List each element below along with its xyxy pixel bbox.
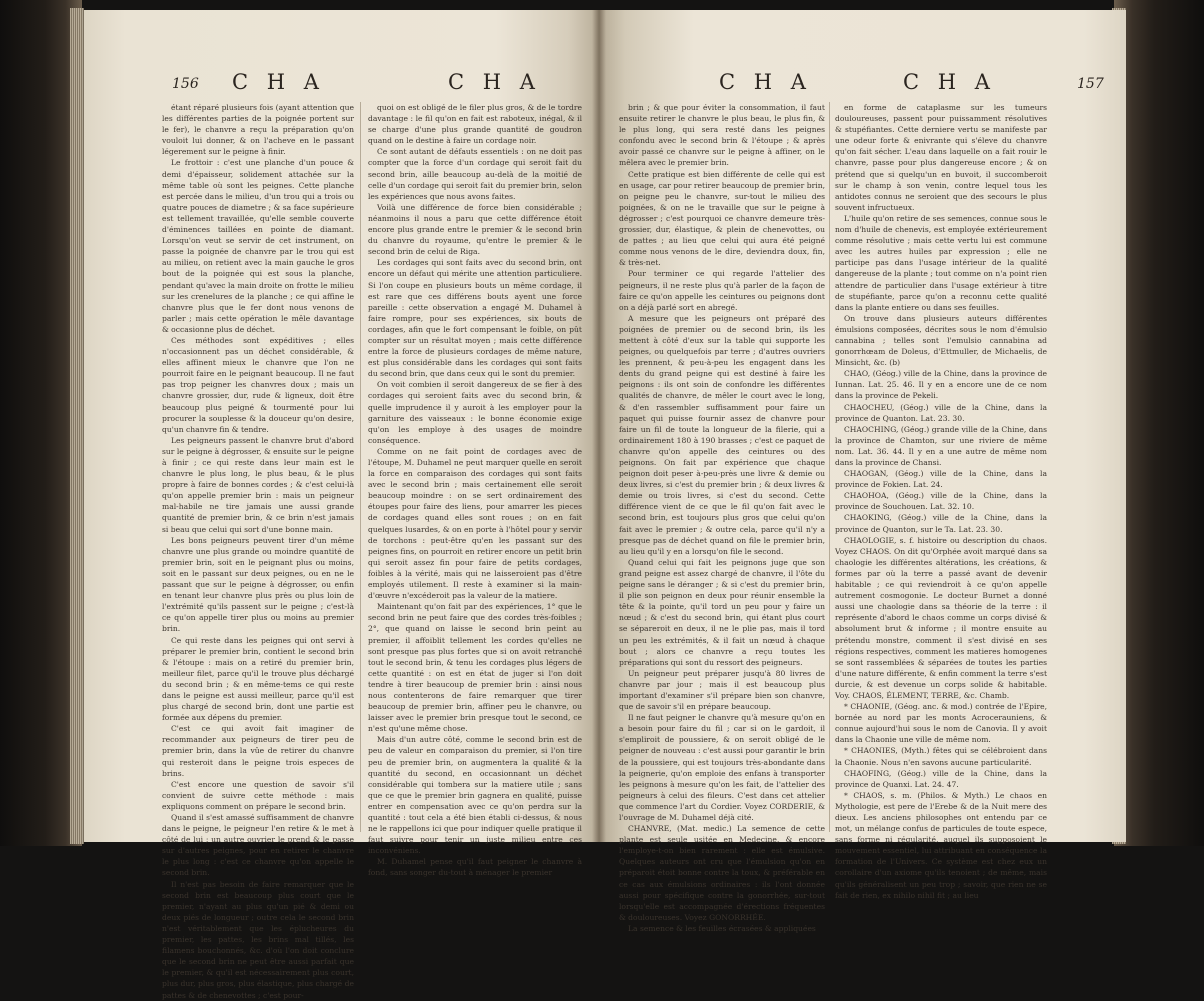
paragraph: CHAOHOA, (Géog.) ville de la Chine, dans la province de Souchouen. Lat. 32. 10. — [835, 491, 1047, 512]
paragraph: Ce sont autant de défauts essentiels : on ne doit pas compter que la force d'un cordage qui seroit fait du second brin, aille beaucoup au-delà de la moitié de celle d'un cordage qui seroit fait du premier brin, selon les expériences que nous avons faites. — [368, 147, 582, 201]
paragraph: * CHAONIES, (Myth.) fêtes qui se célébroient dans la Chaonie. Nous n'en savons aucune particularité. — [835, 746, 1047, 767]
paragraph: CHANVRE, (Mat. medic.) La semence de cette plante est seule usitée en Medecine, & encore l'employe-t-on bien rarement : elle est émulsive. Quelques auteurs ont cru que l'émulsion qu'on en préparoit étoit bonne contre la toux, & préférable en ce cas aux émulsions ordinaires : ils l'ont donnée aussi pour spécifique contre la gonorrhée, sur-tout lorsqu'elle est accompagnée d'érections fréquentes & douloureuses. Voyez GONORRHÉE. — [619, 824, 825, 922]
right-page-header-left: C H A — [719, 70, 812, 94]
paragraph: La semence & les feuilles écrasées & appliquées — [628, 923, 816, 933]
paragraph: CHAOLOGIE, s. f. histoire ou description du chaos. Voyez CHAOS. On dit qu'Orphée avoit marqué dans sa chaologie les différentes altérations, les créations, & formes par où la terre a passé avant de devenir habitable ; ce qui reviendroit à ce qu'on appelle autrement cosmogonie. Le docteur Burnet a donné aussi une chaologie dans sa théorie de la terre : il représente d'abord le chaos comme un corps divisé & absolument brut & informe ; il montre ensuite au prétendu monstre, comment il s'est divisé en ses régions respectives, comment les matieres homogenes se sont rassemblées & séparées de toutes les parties d'une nature différente, & enfin comment la terre s'est durcie, & est devenue un corps solide & habitable. Voy. CHAOS, ÉLEMENT, TERRE, &c. Chamb. — [835, 535, 1047, 700]
paragraph: M. Duhamel pense qu'il faut peigner le chanvre à fond, sans songer du-tout à ménager le premier — [368, 857, 582, 878]
left-page-column-2 — [368, 102, 582, 878]
page-edges-left — [70, 8, 84, 844]
paragraph: Comme on ne fait point de cordages avec de l'étoupe, M. Duhamel ne peut marquer quelle en seroit la force en comparaison des cordages qui sont faits avec le second brin ; mais certainement elle seroit beaucoup moindre : on se sert ordinairement des étoupes pour faire des liens, pour amarrer les pieces de cordages quand elles sont roues ; on en fait quelques lusardes, & on en porte à l'hôtel pour y servir de torchons : peut-être qu'en les passant sur des peignes fins, on pourroit en retirer encore un petit brin qui seroit assez fin pour faire de petits cordages, foibles à la vérité, mais qui ne laisseroient pas d'être employés utilement. Il reste à examiner si la main-d'œuvre n'excéderoit pas la valeur de la matiere. — [368, 446, 582, 601]
paragraph: C'est encore une question de savoir s'il convient de suivre cette méthode : mais expliquons comment on prépare le second brin. — [162, 779, 354, 811]
paragraph: CHAOCHING, (Géog.) grande ville de la Chine, dans la province de Chamton, sur une riviere de même nom. Lat. 36. 44. Il y en a une autre de même nom dans la province de Chansi. — [835, 424, 1047, 467]
paragraph: quoi on est obligé de le filer plus gros, & de le tordre davantage : le fil qu'on en fait est raboteux, inégal, & il se charge d'une plus grande quantité de goudron quand on le destine à faire un cordage noir. — [368, 103, 582, 146]
paragraph: Maintenant qu'on fait par des expériences, 1° que le second brin ne peut faire que des cordes très-foibles ; 2°, que quand on laisse le second brin peint au premier, il affoiblit tellement les cordes qu'elles ne sont presque pas plus fortes que si on avoit retranché tout le second brin, & tenu les cordages plus légers de cette quantité : on est en état de juger si l'on doit tendre à tirer beaucoup de premier brin : ainsi nous nous contenterons de faire remarquer que tirer beaucoup de premier brin, affiner peu le chanvre, ou laisser avec le premier brin presque tout le second, ce n'est qu'une même chose. — [368, 602, 582, 734]
paragraph: CHAOCHEU, (Géog.) ville de la Chine, dans la province de Quanton. Lat. 23. 30. — [835, 402, 1047, 423]
paragraph: Cette pratique est bien différente de celle qui est en usage, car pour retirer beaucoup de premier brin, on peigne peu le chanvre, sur-tout le milieu des poignées, & on ne le travaille que sur le peigne à dégrosser ; c'est pourquoi ce chanvre demeure très-grossier, dur, élastique, & plein de chenevottes, ou de pattes ; au lieu que celui qui aura été peigné comme nous venons de le dire, deviendra doux, fin, & très-net. — [619, 169, 825, 268]
paragraph: Pour terminer ce qui regarde l'attelier des peigneurs, il ne reste plus qu'à parler de la façon de faire ce qu'on appelle les ceintures ou peignons dont on a déjà parlé sort en abregé. — [619, 269, 825, 312]
paragraph: Les bons peigneurs peuvent tirer d'un même chanvre une plus grande ou moindre quantité de premier brin, soit en le peignant plus ou moins, soit en le passant sur deux peignes, ou en ne le passant que sur le peigne à dégrosser, ou enfin en tenant leur chanvre plus près ou plus loin de l'extrémité qu'ils passent sur le peigne ; c'est-là ce qu'on appelle tirer plus ou moins au premier brin. — [162, 535, 354, 634]
left-page — [84, 10, 599, 1000]
paragraph: Un peigneur peut préparer jusqu'à 80 livres de chanvre par jour ; mais il est beaucoup plus important d'examiner s'il prépare bien son chanvre, que de savoir s'il en prépare beaucoup. — [619, 668, 825, 712]
right-page — [599, 10, 1126, 933]
left-page-header-left: C H A — [232, 70, 325, 94]
left-page-column-1 — [162, 102, 354, 1000]
right-page-column-2 — [835, 102, 1047, 900]
paragraph: Le frottoir : c'est une planche d'un pouce & demi d'épaisseur, solidement attachée sur la même table où sont les peignes. Cette planche est percée dans le milieu, d'un trou qui a trois ou quatre pouces de diametre ; & sa face supérieure est tellement travaillée, qu'elle semble couverte d'éminences taillées en pointe de diamant. Lorsqu'on veut se servir de cet instrument, on passe la poignée de chanvre par le trou qui est au milieu, on retient avec la main gauche le gros bout de la poignée qui est sous la planche, pendant qu'avec la main droite on frotte le milieu sur les crenelures de la planche ; ce qui affine le chanvre plus que le fer dont nous venons de parler ; mais cette opération le mêle davantage & occasionne plus de déchet. — [162, 158, 354, 334]
paragraph: On voit combien il seroit dangereux de se fier à des cordages qui seroient faits avec du second brin, & quelle imprudence il y auroit à les employer pour la garniture des vaisseaux : le bonne économie exige qu'on les employe à des usages de moindre conséquence. — [368, 380, 582, 445]
paragraph: CHAOKING, (Géog.) ville de la Chine, dans la province de Quanton, sur le Ta. Lat. 23. 30. — [835, 513, 1047, 534]
paragraph: Mais d'un autre côté, comme le second brin est de peu de valeur en comparaison du premier, si l'on tire peu de premier brin, on augmentera la qualité & la quantité du second, en occasionnant un déchet considérable qui tombera sur la matiere utile ; sans que ce que le premier brin gagnera en qualité, puisse entrer en compensation avec ce qu'on perdra sur la quantité : tout cela a été bien établi ci-dessus, & nous ne le rappellons ici que pour indiquer quelle pratique il faut suivre pour tenir un juste milieu entre ces inconvéniens. — [368, 735, 582, 856]
paragraph: étant réparé plusieurs fois (ayant attention que les différentes parties de la poignée portent sur le fer), le chanvre a reçu la préparation qu'on vouloit lui donner, & on l'acheve en le passant légerement sur le peigne à finir. — [162, 103, 354, 157]
book-binding-right — [1114, 0, 1204, 846]
paragraph: Les cordages qui sont faits avec du second brin, ont encore un défaut qui mérite une attention particuliere. Si l'on coupe en plusieurs bouts un même cordage, il est rare que ces différens bouts ayent une force pareille : cette observation a engagé M. Duhamel à faire rompre, pour ses expériences, six bouts de cordages, afin que le fort compensant le foible, on pût compter sur un résultat moyen ; mais cette différence entre la force de plusieurs cordages de même nature, est plus considérable dans les cordages qui sont faits du second brin, que dans ceux qui le sont du premier. — [368, 258, 582, 379]
paragraph: Quand celui qui fait les peignons juge que son grand peigne est assez chargé de chanvre, il l'ôte du peigne sans le déranger ; & si c'est du premier brin, il plie son peignon en deux pour réunir ensemble la tête & la pointe, qu'il tord un peu pour y faire un nœud ; & c'est du second brin, qui étant plus court se sépareroit en deux, il ne le plie pas, mais il tord un peu les extrémités, & il fait un nœud à chaque bout ; alors ce chanvre a reçu toutes les préparations qui sont du ressort des peigneurs. — [619, 557, 825, 667]
paragraph: L'huile qu'on retire de ses semences, connue sous le nom d'huile de chenevis, est employée extérieurement comme résolutive ; mais cette vertu lui est commune avec les autres huiles par expression ; elle ne participe pas dans l'usage intérieur de la qualité dangereuse de la plante ; tout comme on n'a point rien attendre de particulier dans l'usage extérieur à titre de stupéfiante, parce qu'on a reconnu cette qualité dans la plante entiere ou dans ses feuilles. — [835, 213, 1047, 312]
left-page-header-right: C H A — [448, 70, 541, 94]
paragraph: Ces méthodes sont expéditives ; elles n'occasionnent pas un déchet considérable, & elles affinent mieux le chanvre que l'on ne pourroit faire en le peignant beaucoup. Il ne faut pas trop peigner les chanvres doux ; mais un chanvre grossier, dur, rude & ligneux, doit être beaucoup plus peigné & tourmenté pour lui procurer la souplesse & la douceur qu'on desire, qu'un chanvre fin & tendre. — [162, 335, 354, 434]
paragraph: en forme de cataplasme sur les tumeurs douloureuses, passent pour puissamment résolutives & stupéfiantes. Cette derniere vertu se manifeste par une odeur forte & enivrante qui s'éleve du chanvre qu'on fait sécher. L'eau dans laquelle on a fait rouir le chanvre, passe pour plus dangereuse encore ; & on prétend que si quelqu'un en buvoit, il succomberoit sur le champ à son venin, contre lequel tous les antidotes connus ne seroient que des secours le plus souvent infructueux. — [835, 103, 1047, 212]
column-divider — [829, 102, 830, 832]
paragraph: A mesure que les peigneurs ont préparé des poignées de premier ou de second brin, ils les mettent à côté d'eux sur la table qui supporte les peignes, ou quelquefois par terre ; d'autres ouvriers les prennent, & peu-à-peu les engagent dans les dents du grand peigne qui est destiné à faire les peignons : ils ont soin de confondre les différentes qualités de chanvre, de mêler le court avec le long, & d'en rassembler suffisamment pour faire un paquet qui puisse fournir assez de chanvre pour faire un fil de toute la longueur de la filerie, qui a ordinairement 180 à 190 brasses ; c'est ce paquet de chanvre qu'on appelle des ceintures ou des peignons. On fait par expérience que chaque peignon doit peser à-peu-près une livre & demie ou deux livres, si c'est du premier brin ; & deux livres & demie ou trois livres, si c'est du second. Cette différence vient de ce que le fil qu'on fait avec le second brin, est toujours plus gros que celui qu'on fait avec le premier ; & outre cela, parce qu'il n'y a presque pas de déchet quand on file le premier brin, au lieu qu'il y en a lorsqu'on file le second. — [619, 313, 825, 556]
paragraph: * CHAONIE, (Géog. anc. & mod.) contrée de l'Epire, bornée au nord par les monts Acrocerauniens, & connue aujourd'hui sous le nom de Canovia. Il y avoit dans la Chaonie une ville de même nom. — [835, 702, 1047, 745]
paragraph: Il ne faut peigner le chanvre qu'à mesure qu'on en a besoin pour faire du fil ; car si on le gardoit, il s'empliroit de poussiere, & on seroit obligé de le peigner de nouveau : c'est aussi pour garantir le brin de la poussiere, qui est toujours très-abondante dans la peignerie, qu'on emploie des enfans à transporter les peignons à mesure qu'on les fait, de l'attelier des peigneurs à celui des fileurs. C'est dans cet attelier que commence l'art du Cordier. Voyez CORDERIE, & l'ouvrage de M. Duhamel déjà cité. — [619, 713, 825, 822]
paragraph: * CHAOS, s. m. (Philos. & Myth.) Le chaos en Mythologie, est pere de l'Erebe & de la Nuit mere des dieux. Les anciens philosophes ont entendu par ce mot, un mélange confus de particules de toute espece, sans forme ni régularité, auquel ils supposoient le mouvement essentiel, lui attribuant en conséquence la formation de l'Univers. Ce système est chez eux un corollaire d'un axiome qu'ils tenoient ; de même, mais qu'ils généralisent un peu trop ; savoir, que rien ne se fait de rien, ex nihilo nihil fit ; au lieu — [835, 790, 1047, 900]
left-page-number: 156 — [172, 76, 199, 92]
paragraph: brin ; & que pour éviter la consommation, il faut ensuite retirer le chanvre le plus beau, le plus fin, & le plus long, qui sera resté dans les peignes confondu avec le second brin & l'étoupe ; & après avoir passé ce chanvre sur le peigne à affiner, on le mêlera avec le premier brin. — [619, 103, 825, 168]
book-gutter — [592, 10, 606, 842]
paragraph: On trouve dans plusieurs auteurs différentes émulsions composées, décrites sous le nom d'émulsio cannabina ; telles sont l'emulsio cannabina ad gonorrhœam de Doleus, d'Ettmuller, de Michaelis, de Minsicht, &c. (b) — [835, 313, 1047, 368]
right-page-number: 157 — [1077, 76, 1104, 92]
right-page-column-1 — [619, 102, 825, 933]
paragraph: CHAOGAN, (Géog.) ville de la Chine, dans la province de Fokien. Lat. 24. — [835, 469, 1047, 490]
paragraph: Quand il s'est amassé suffisamment de chanvre dans le peigne, le peigneur l'en retire & le met à côté de lui ; un autre ouvrier le prend & le passe sur d'autres peignes, pour en retirer le chanvre le plus long : c'est ce chanvre qu'on appelle le second brin. — [162, 813, 354, 878]
paragraph: CHAO, (Géog.) ville de la Chine, dans la province de Iunnan. Lat. 25. 46. Il y en a encore une de ce nom dans la province de Pekeli. — [835, 369, 1047, 401]
paragraph: CHAOFING, (Géog.) ville de la Chine, dans la province de Quanxi. Lat. 24. 47. — [835, 768, 1047, 789]
paragraph: Voilà une différence de force bien considérable ; néanmoins il nous a paru que cette différence étoit encore plus grande entre le premier & le second brin du chanvre du royaume, qu'entre le premier & le second brin de celui de Riga. — [368, 202, 582, 257]
column-divider — [360, 102, 361, 832]
paragraph: Il n'est pas besoin de faire remarquer que le second brin est beaucoup plus court que le premier, n'ayant au plus qu'un pié & demi ou deux piés de longueur ; outre cela le second brin n'est véritablement que les éplucheures du premier, les pattes, les brins mal tillés, les filamens bouchonnés, &c. d'où l'on doit conclure que le second brin ne peut être aussi parfait que le premier, & qu'il est nécessairement plus court, plus dur, plus gros, plus élastique, plus chargé de pattes & de chenevottes ; c'est pour- — [162, 879, 354, 1000]
paragraph: Ce qui reste dans les peignes qui ont servi à préparer le premier brin, contient le second brin & l'étoupe : mais on a retiré du premier brin, meilleur filet, parce qu'il le trouve plus déchargé du second brin ; & en même-tems ce qui reste dans le peigne est aussi meilleur, parce qu'il est plus chargé de second brin, dont une partie est formée aux dépens du premier. — [162, 635, 354, 723]
paragraph: C'est ce qui avoit fait imaginer de recommander aux peigneurs de tirer peu de premier brin, dans la vûe de retirer du chanvre qui resteroit dans le peigne trois especes de brins. — [162, 724, 354, 778]
paragraph: Les peigneurs passent le chanvre brut d'abord sur le peigne à dégrosser, & ensuite sur le peigne à finir ; ce qui reste dans leur main est le chanvre le plus long, le plus beau, & le plus propre à faire de bonnes cordes ; & c'est celui-là qu'on appelle premier brin : mais un peigneur mal-habile ne tire jamais une aussi grande quantité de premier brin, & ce brin n'est jamais si beau que celui qui sort d'une bonne main. — [162, 435, 354, 534]
right-page-header-right: C H A — [903, 70, 996, 94]
